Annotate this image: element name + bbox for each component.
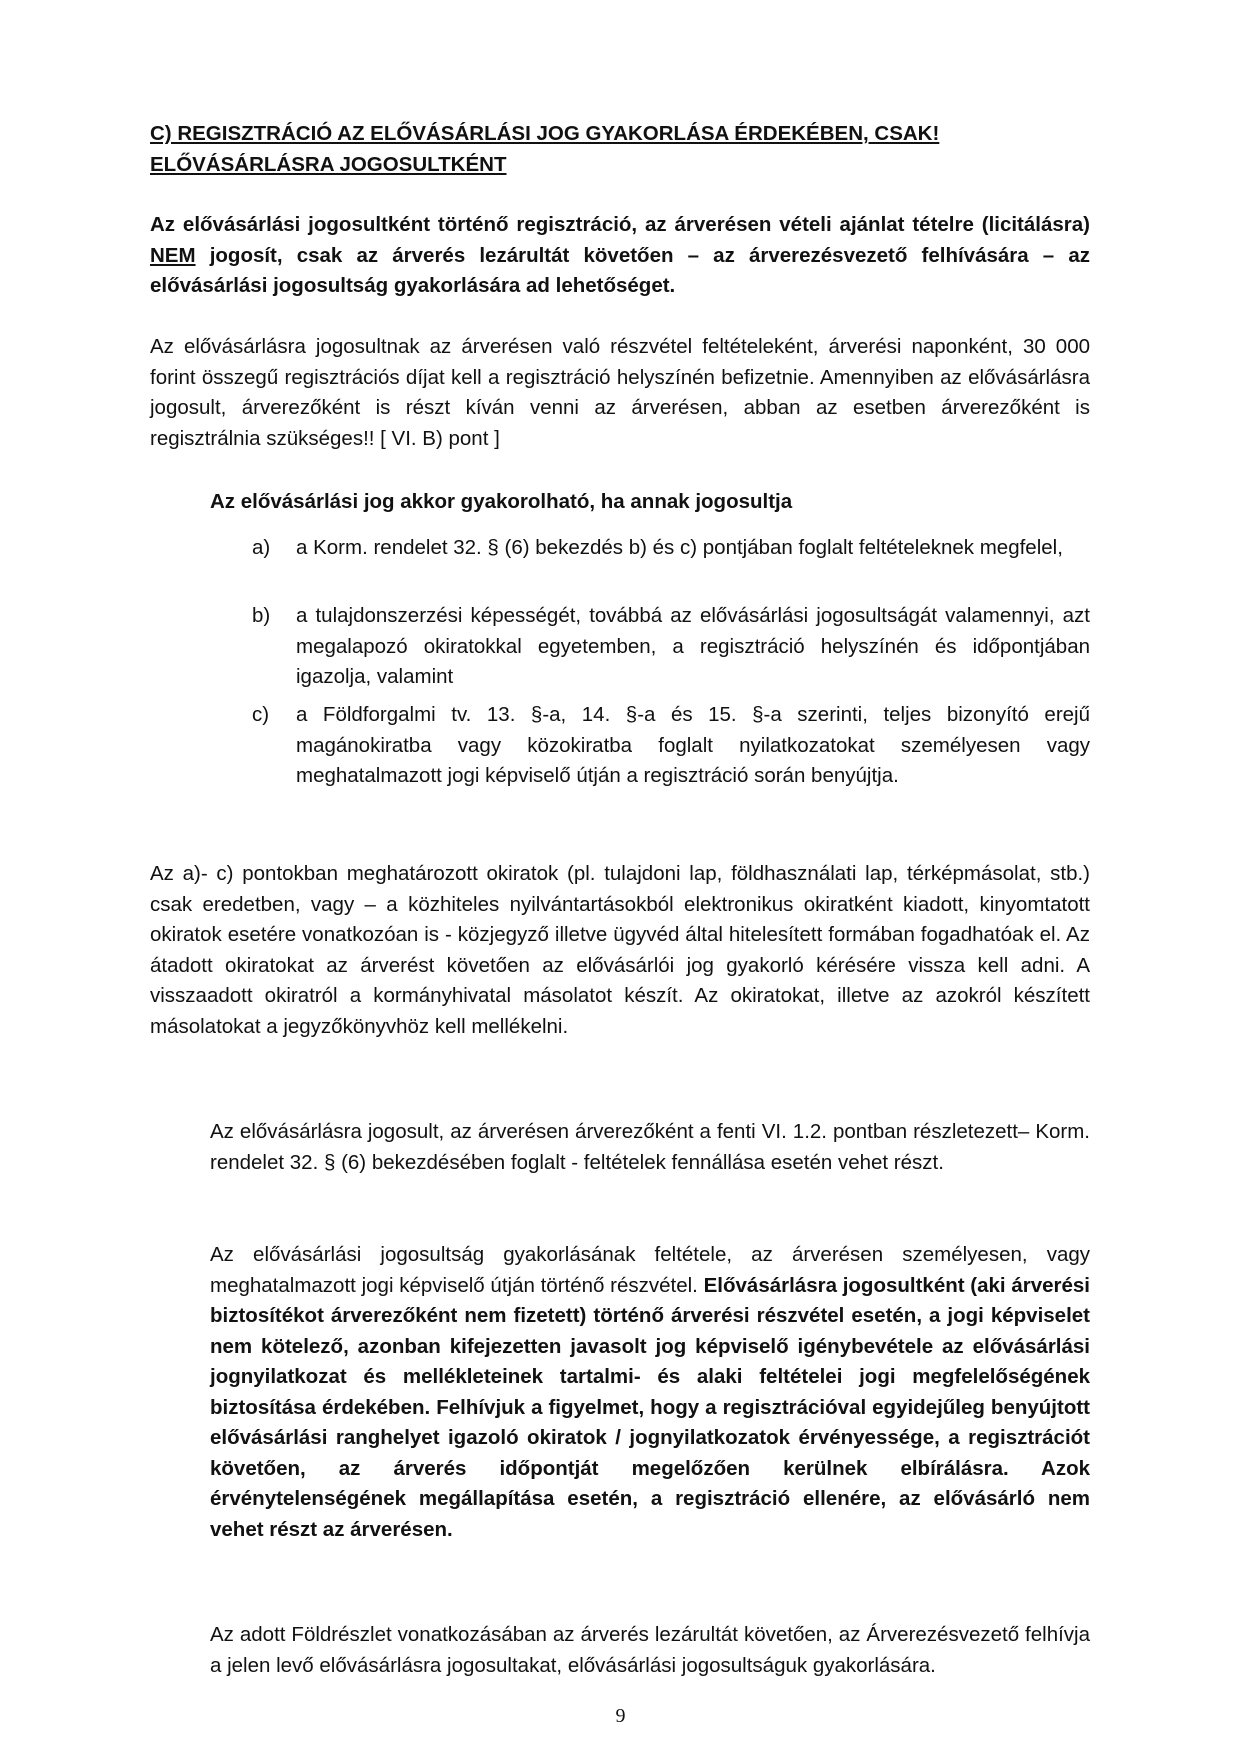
- notice-text-start: Az elővásárlási jogosultként történő regisztráció, az árverésen vételi ajánlat tételre (licitálásra): [150, 213, 1090, 236]
- representation-bold-text: Elővásárlásra jogosultként (aki árverési biztosítékot árverezőként nem fizetett) történő árverési részvétel esetén, a jogi képviselet nem kötelező, azonban kifejezetten javasolt jog képviselő igénybevétele az elővásárlási jognyilatkozat és mellékleteinek tartalmi- és alaki feltételei jogi megfelelőségének biztosítása érdekében. Felhívjuk a figyelmet, hogy a regisztrációval egyidejűleg benyújtott elővásárlási ranghelyet igazoló okiratok / jognyilatkozatok érvényessége, a regisztrációt követően, az árverés időpontját megelőzően kerülnek elbírálásra. Azok érvénytelenségének megállapítása esetén, a regisztráció ellenére, az elővásárló nem vehet részt az árverésen.: [210, 1273, 1091, 1541]
- list-item-text: a Korm. rendelet 32. § (6) bekezdés b) és c) pontjában foglalt feltételeknek megfelel,: [296, 536, 1063, 559]
- registration-fee-paragraph: Az elővásárlásra jogosultnak az árverésen való részvétel feltételeként, árverési naponként, 30 000 forint összegű regisztrációs díjat kell a regisztráció helyszínén befizetnie. Amennyiben az elővásárlásra jogosult, árverezőként is részt kíván venni az árverésen, abban az esetben árverezőként is regisztrálnia szükséges!! [ VI. B) pont ]: [150, 335, 1090, 450]
- list-marker: b): [252, 604, 271, 627]
- closing-paragraph: Az adott Földrészlet vonatkozásában az árverés lezárultát követően, az Árverezésvezető felhívja a jelen levő elővásárlásra jogosultakat, elővásárlási jogosultságuk gyakorlására.: [210, 1623, 1090, 1677]
- registration-notice-paragraph: [150, 210, 1090, 302]
- conditions-heading: Az elővásárlási jog akkor gyakorolható, ha annak jogosultja: [210, 490, 793, 513]
- bidder-participation-paragraph: Az elővásárlásra jogosult, az árverésen árverezőként a fenti VI. 1.2. pontban részletezett– Korm. rendelet 32. § (6) bekezdésében foglalt - feltételek fennállása esetén vehet részt.: [210, 1120, 1090, 1174]
- documents-paragraph: Az a)- c) pontokban meghatározott okiratok (pl. tulajdoni lap, földhasználati lap, térképmásolat, stb.) csak eredetben, vagy – a közhiteles nyilvántartásokból elektronikus okiratként kiadott, kinyomtatott okiratok esetére vonatkozóan is - közjegyző illetve ügyvéd által hitelesített formában fogadhatóak el. Az átadott okiratokat az árverést követően az elővásárlói jog gyakorló kérésére vissza kell adni. A visszaadott okiratról a kormányhivatal másolatot készít. Az okiratokat, illetve az azokról készített másolatokat a jegyzőkönyvhöz kell mellékelni.: [150, 862, 1090, 1038]
- list-marker: c): [252, 703, 270, 726]
- representation-paragraph: [210, 1240, 1090, 1545]
- list-marker: a): [252, 536, 271, 559]
- section-heading: C) REGISZTRÁCIÓ AZ ELŐVÁSÁRLÁSI JOG GYAKORLÁSA ÉRDEKÉBEN, CSAK! ELŐVÁSÁRLÁSRA JOGOSULTKÉNT: [150, 122, 940, 176]
- notice-emphasis-nem: NEM: [150, 243, 196, 267]
- list-item-text: a tulajdonszerzési képességét, továbbá az elővásárlási jogosultságát valamennyi, azt megalapozó okiratokkal egyetemben, a regisztráció helyszínén és időpontjában igazolja, valamint: [296, 604, 1090, 688]
- page-number: 9: [615, 1705, 626, 1727]
- notice-text-end: jogosít, csak az árverés lezárultát követően – az árverezésvezető felhívására – az elővásárlási jogosultság gyakorlására ad lehetőséget.: [150, 243, 1090, 297]
- list-item-text: a Földforgalmi tv. 13. §-a, 14. §-a és 15. §-a szerinti, teljes bizonyító erejű magánokiratba vagy közokiratba foglalt nyilatkozatokat személyesen vagy meghatalmazott jogi képviselő útján a regisztráció során benyújtja.: [296, 703, 1090, 787]
- representation-text: Az elővásárlási jogosultság gyakorlásának feltétele, az árverésen személyesen, vagy meghatalmazott jogi képviselő útján történő részvétel.: [210, 1243, 1090, 1297]
